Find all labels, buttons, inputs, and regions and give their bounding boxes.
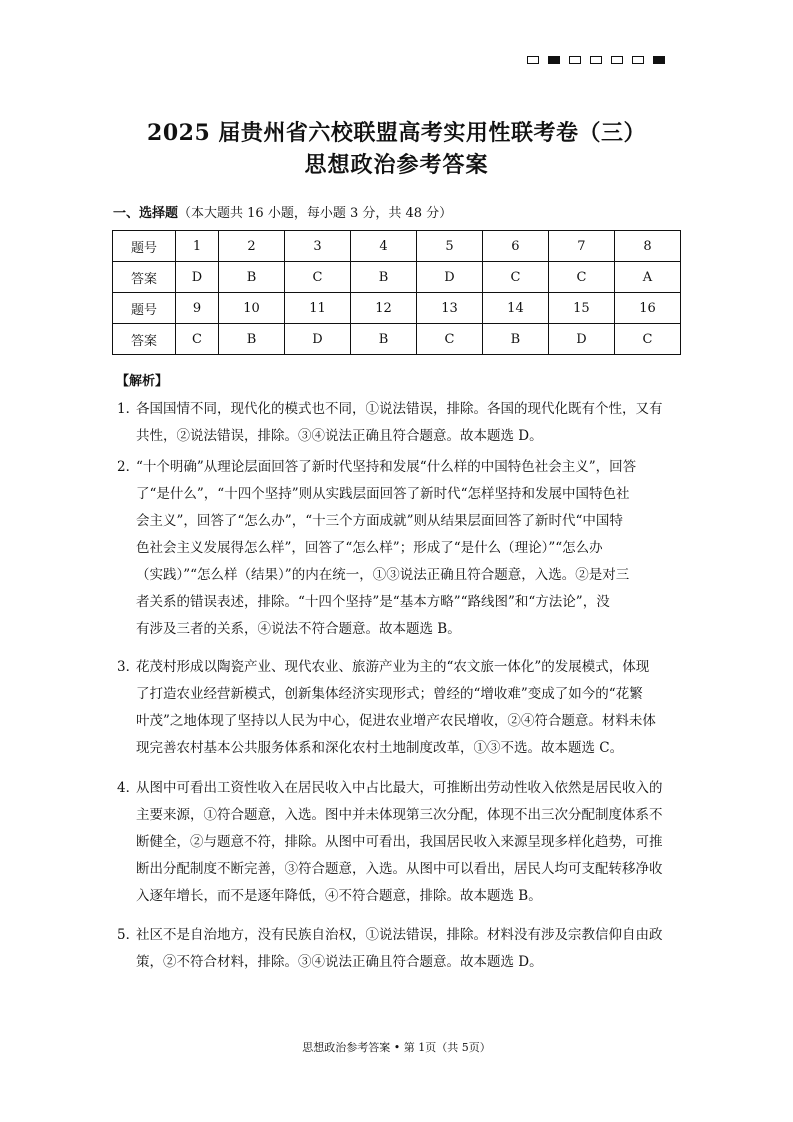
analysis-item-4 [117,775,687,910]
item-text [117,654,687,762]
marker-icon [548,56,560,64]
text-line: 社区不是自治地方，没有民族自治权，①说法错误，排除。材料没有涉及宗教信仰自由政 [136,927,663,943]
item-number: 4． [117,780,140,796]
answer-cell: C [285,262,351,293]
question-number: 12 [350,293,416,324]
analysis-heading: 【解析】 [116,374,169,389]
question-number: 11 [285,293,351,324]
marker-icon [611,56,623,64]
answer-cell: B [219,324,285,355]
text-line: 断出分配制度不断完善，③符合题意，入选。从图中可以看出，居民人均可支配转移净收 [136,861,663,877]
question-number: 3 [285,231,351,262]
answer-cell: D [548,324,614,355]
question-number: 13 [416,293,482,324]
text-line: 入逐年增长，而不是逐年降低，④不符合题意，排除。故本题选 B。 [136,888,542,904]
question-number: 6 [482,231,548,262]
item-number: 1． [117,401,140,417]
table-row [113,324,681,355]
table-row [113,293,681,324]
answer-cell: A [614,262,680,293]
answer-cell: C [176,324,219,355]
text-line: 了打造农业经营新模式，创新集体经济实现形式；曾经的“增收难”变成了如今的“花繁 [136,686,643,702]
number-header: 题号 [113,231,176,262]
answer-cell: D [285,324,351,355]
question-number: 8 [614,231,680,262]
answer-cell: B [219,262,285,293]
document-subtitle: 思想政治参考答案 [304,152,489,178]
text-line: 策，②不符合材料，排除。③④说法正确且符合题意。故本题选 D。 [136,954,543,970]
text-line: 了“是什么”，“十四个坚持”则从实践层面回答了新时代“怎样坚持和发展中国特色社 [136,486,630,502]
answer-header: 答案 [113,262,176,293]
item-number: 2． [117,459,140,475]
document-title: 2025 届贵州省六校联盟高考实用性联考卷（三） [147,120,646,146]
text-line: 断健全，②与题意不符，排除。从图中可看出，我国居民收入来源呈现多样化趋势，可推 [136,834,663,850]
answer-table [112,230,681,355]
text-line: 花茂村形成以陶瓷产业、现代农业、旅游产业为主的“农文旅一体化”的发展模式，体现 [136,659,650,675]
question-number: 10 [219,293,285,324]
question-number: 5 [416,231,482,262]
marker-icon [527,56,539,64]
number-header: 题号 [113,293,176,324]
question-number: 4 [350,231,416,262]
section-heading [113,204,452,224]
answer-cell: C [416,324,482,355]
text-line: 现完善农村基本公共服务体系和深化农村土地制度改革，①③不选。故本题选 C。 [136,740,624,756]
question-number: 9 [176,293,219,324]
table-row [113,262,681,293]
question-number: 16 [614,293,680,324]
item-text [117,775,687,910]
text-line: 主要来源，①符合题意，入选。图中并未体现第三次分配，体现不出三次分配制度体系不 [136,807,663,823]
item-text [117,922,687,976]
question-number: 15 [548,293,614,324]
page-footer: 思想政治参考答案 • 第 1页（共 5页） [302,1041,491,1054]
analysis-item-5 [117,922,687,976]
answer-cell: C [548,262,614,293]
answer-cell: C [482,262,548,293]
text-line: 会主义”，回答了“怎么办”，“十三个方面成就”则从结果层面回答了新时代“中国特 [136,513,623,529]
marker-icon [653,56,665,64]
analysis-item-3 [117,654,687,762]
answer-header: 答案 [113,324,176,355]
marker-icon [590,56,602,64]
answer-cell: B [350,324,416,355]
section-note: （本大题共 16 小题，每小题 3 分，共 48 分） [178,206,453,221]
answer-cell: B [350,262,416,293]
question-number: 1 [176,231,219,262]
text-line: “十个明确”从理论层面回答了新时代坚持和发展“什么样的中国特色社会主义”，回答 [136,459,637,475]
marker-icon [632,56,644,64]
question-number: 7 [548,231,614,262]
answer-cell: D [176,262,219,293]
text-line: 有涉及三者的关系，④说法不符合题意。故本题选 B。 [136,621,461,637]
answer-cell: B [482,324,548,355]
text-line: （实践）”“怎么样（结果）”的内在统一，①③说法正确且符合题意，入选。②是对三 [136,567,630,583]
analysis-item-1 [117,396,687,450]
item-text [117,396,687,450]
section-label: 一、选择题 [113,206,179,221]
marker-icon [569,56,581,64]
question-number: 14 [482,293,548,324]
text-line: 色社会主义发展得怎么样”，回答了“怎么样”；形成了“是什么（理论）”“怎么办 [136,540,603,556]
text-line: 者关系的错误表述，排除。“十四个坚持”是“基本方略”“路线图”和“方法论”，没 [136,594,610,610]
table-row [113,231,681,262]
item-number: 5． [117,927,140,943]
text-line: 共性，②说法错误，排除。③④说法正确且符合题意。故本题选 D。 [136,428,543,444]
answer-cell: C [614,324,680,355]
analysis-item-2 [117,454,687,643]
text-line: 从图中可看出工资性收入在居民收入中占比最大，可推断出劳动性收入依然是居民收入的 [136,780,663,796]
answer-cell: D [416,262,482,293]
text-line: 各国国情不同，现代化的模式也不同，①说法错误，排除。各国的现代化既有个性，又有 [136,401,663,417]
registration-markers [527,56,665,64]
item-text [117,454,687,643]
question-number: 2 [219,231,285,262]
text-line: 叶茂”之地体现了坚持以人民为中心，促进农业增产农民增收，②④符合题意。材料未体 [136,713,656,729]
item-number: 3． [117,659,140,675]
